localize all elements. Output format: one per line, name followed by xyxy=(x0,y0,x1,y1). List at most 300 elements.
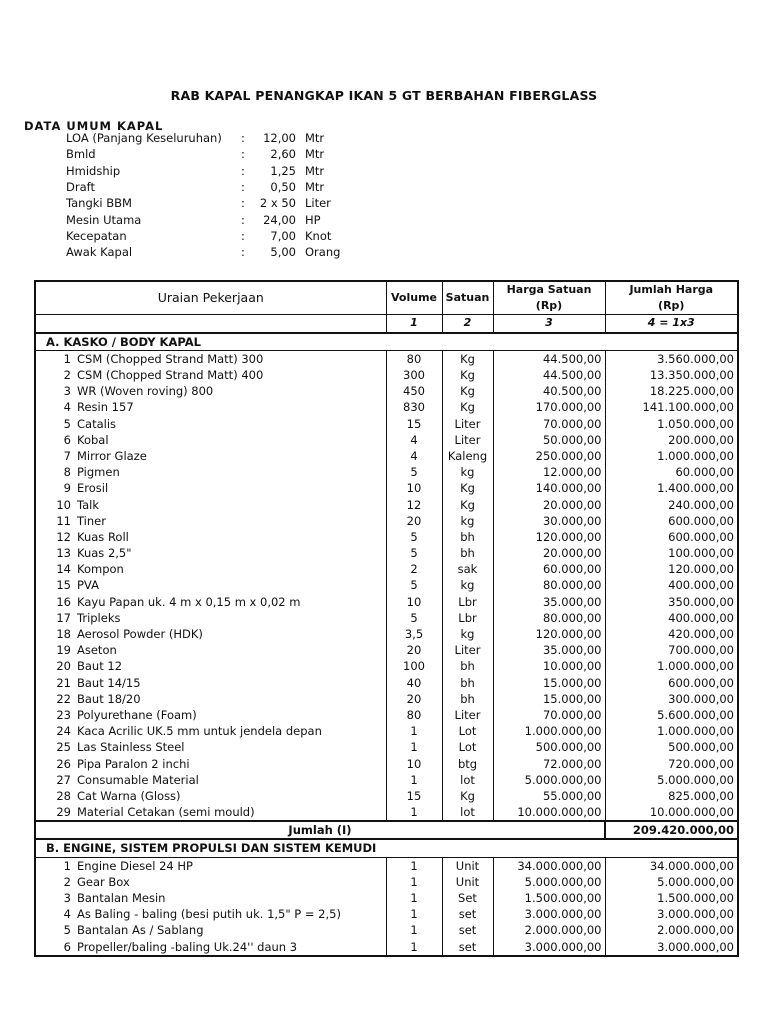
item-jumlah-harga: 5.000.000,00 xyxy=(605,874,738,890)
item-harga-satuan: 140.000,00 xyxy=(493,480,605,496)
item-uraian xyxy=(35,874,386,890)
data-umum-heading: DATA UMUM KAPAL xyxy=(24,119,164,133)
item-volume: 5 xyxy=(386,610,442,626)
item-jumlah-harga: 1.000.000,00 xyxy=(605,723,738,739)
table-row xyxy=(35,890,738,906)
item-jumlah-harga: 500.000,00 xyxy=(605,739,738,755)
item-number: 5 xyxy=(63,416,71,431)
table-row xyxy=(35,383,738,399)
item-jumlah-harga: 1.400.000,00 xyxy=(605,480,738,496)
item-harga-satuan: 50.000,00 xyxy=(493,432,605,448)
item-uraian xyxy=(35,857,386,874)
item-number: 19 xyxy=(56,643,71,658)
data-umum-unit: Mtr xyxy=(305,131,325,145)
table-row xyxy=(35,939,738,956)
item-satuan: Lot xyxy=(442,723,493,739)
item-satuan: Unit xyxy=(442,857,493,874)
item-jumlah-harga: 700.000,00 xyxy=(605,642,738,658)
item-name: Aseton xyxy=(77,643,117,658)
item-number: 24 xyxy=(56,724,71,739)
item-jumlah-harga: 120.000,00 xyxy=(605,561,738,577)
item-uraian xyxy=(35,529,386,545)
item-name: Pipa Paralon 2 inchi xyxy=(77,756,190,771)
item-jumlah-harga: 13.350.000,00 xyxy=(605,367,738,383)
table-row xyxy=(35,545,738,561)
item-number: 10 xyxy=(56,497,71,512)
item-name: Las Stainless Steel xyxy=(77,740,185,755)
item-jumlah-harga: 1.500.000,00 xyxy=(605,890,738,906)
item-jumlah-harga: 1.000.000,00 xyxy=(605,448,738,464)
item-harga-satuan: 1.000.000,00 xyxy=(493,723,605,739)
rab-table xyxy=(34,280,739,957)
item-number: 1 xyxy=(63,858,71,873)
header-satuan: Satuan xyxy=(442,281,493,315)
data-umum-sep: : xyxy=(241,147,245,162)
item-harga-satuan: 15.000,00 xyxy=(493,675,605,691)
section-a-title: A. KASKO / BODY KAPAL xyxy=(35,333,386,351)
item-name: Aerosol Powder (HDK) xyxy=(77,627,203,642)
item-jumlah-harga: 1.050.000,00 xyxy=(605,416,738,432)
item-number: 6 xyxy=(63,939,71,954)
item-uraian xyxy=(35,707,386,723)
table-row xyxy=(35,350,738,367)
section-b-title: B. ENGINE, SISTEM PROPULSI DAN SISTEM KEMUDI xyxy=(35,839,386,857)
item-number: 23 xyxy=(56,707,71,722)
section-a-blank xyxy=(386,333,738,351)
item-satuan: Kaleng xyxy=(442,448,493,464)
data-umum-sep: : xyxy=(241,196,245,211)
item-jumlah-harga: 5.000.000,00 xyxy=(605,772,738,788)
col-number: 4 = 1x3 xyxy=(605,315,738,333)
section-b-blank xyxy=(386,839,738,857)
item-number: 3 xyxy=(63,891,71,906)
data-umum-label: Bmld xyxy=(66,147,96,162)
item-volume: 4 xyxy=(386,432,442,448)
item-harga-satuan: 120.000,00 xyxy=(493,529,605,545)
data-umum-unit: Mtr xyxy=(305,163,325,178)
item-satuan: Liter xyxy=(442,707,493,723)
item-name: Mirror Glaze xyxy=(77,448,147,463)
item-harga-satuan: 170.000,00 xyxy=(493,399,605,415)
item-uraian xyxy=(35,626,386,642)
table-row xyxy=(35,804,738,821)
item-harga-satuan: 35.000,00 xyxy=(493,594,605,610)
item-harga-satuan: 120.000,00 xyxy=(493,626,605,642)
item-name: Material Cetakan (semi mould) xyxy=(77,805,255,820)
item-number: 15 xyxy=(56,578,71,593)
item-jumlah-harga: 300.000,00 xyxy=(605,691,738,707)
data-umum-label: Mesin Utama xyxy=(66,212,142,227)
item-volume: 20 xyxy=(386,691,442,707)
item-harga-satuan: 40.500,00 xyxy=(493,383,605,399)
data-umum-sep: : xyxy=(241,245,245,260)
item-uraian xyxy=(35,545,386,561)
item-uraian xyxy=(35,594,386,610)
item-uraian xyxy=(35,922,386,938)
col-number: 2 xyxy=(442,315,493,333)
item-uraian xyxy=(35,642,386,658)
data-umum-value: 2 x 50 xyxy=(259,196,296,211)
table-row xyxy=(35,496,738,512)
item-satuan: Kg xyxy=(442,480,493,496)
item-jumlah-harga: 3.000.000,00 xyxy=(605,939,738,956)
item-uraian xyxy=(35,658,386,674)
item-name: Kayu Papan uk. 4 m x 0,15 m x 0,02 m xyxy=(77,594,301,609)
table-row xyxy=(35,857,738,874)
item-uraian xyxy=(35,577,386,593)
item-name: Bantalan Mesin xyxy=(77,891,166,906)
item-name: Tiner xyxy=(77,513,106,528)
item-harga-satuan: 30.000,00 xyxy=(493,513,605,529)
item-jumlah-harga: 400.000,00 xyxy=(605,610,738,626)
item-name: WR (Woven roving) 800 xyxy=(77,384,214,399)
item-satuan: sak xyxy=(442,561,493,577)
data-umum-sep: : xyxy=(241,131,245,145)
table-row xyxy=(35,772,738,788)
item-harga-satuan: 250.000,00 xyxy=(493,448,605,464)
item-number: 27 xyxy=(56,772,71,787)
item-harga-satuan: 3.000.000,00 xyxy=(493,906,605,922)
item-satuan: set xyxy=(442,939,493,956)
item-jumlah-harga: 10.000.000,00 xyxy=(605,804,738,821)
item-number: 18 xyxy=(56,627,71,642)
item-number: 2 xyxy=(63,874,71,889)
table-row xyxy=(35,399,738,415)
data-umum-value: 2,60 xyxy=(270,147,296,162)
item-volume: 2 xyxy=(386,561,442,577)
item-uraian xyxy=(35,383,386,399)
item-volume: 1 xyxy=(386,922,442,938)
item-number: 20 xyxy=(56,659,71,674)
item-name: Kobal xyxy=(77,432,109,447)
item-satuan: Kg xyxy=(442,399,493,415)
table-row xyxy=(35,610,738,626)
item-satuan: kg xyxy=(442,626,493,642)
item-satuan: bh xyxy=(442,691,493,707)
item-satuan: bh xyxy=(442,658,493,674)
item-number: 16 xyxy=(56,594,71,609)
item-jumlah-harga: 34.000.000,00 xyxy=(605,857,738,874)
item-harga-satuan: 44.500,00 xyxy=(493,367,605,383)
col-number-blank xyxy=(35,315,386,333)
item-jumlah-harga: 5.600.000,00 xyxy=(605,707,738,723)
item-uraian xyxy=(35,723,386,739)
item-volume: 1 xyxy=(386,874,442,890)
item-name: Resin 157 xyxy=(77,400,134,415)
item-satuan: Kg xyxy=(442,383,493,399)
item-name: Cat Warna (Gloss) xyxy=(77,788,181,803)
item-satuan: btg xyxy=(442,755,493,771)
item-name: Gear Box xyxy=(77,874,130,889)
item-jumlah-harga: 60.000,00 xyxy=(605,464,738,480)
item-volume: 1 xyxy=(386,804,442,821)
item-volume: 5 xyxy=(386,577,442,593)
item-volume: 40 xyxy=(386,675,442,691)
data-umum-label: Tangki BBM xyxy=(66,196,132,211)
item-satuan: set xyxy=(442,906,493,922)
item-harga-satuan: 15.000,00 xyxy=(493,691,605,707)
header-jumlah-unit: (Rp) xyxy=(605,298,738,315)
item-uraian xyxy=(35,480,386,496)
data-umum-unit: Orang xyxy=(305,245,341,260)
item-satuan: Kg xyxy=(442,788,493,804)
item-name: Engine Diesel 24 HP xyxy=(77,858,193,873)
table-row xyxy=(35,906,738,922)
item-volume: 1 xyxy=(386,739,442,755)
item-jumlah-harga: 2.000.000,00 xyxy=(605,922,738,938)
table-row xyxy=(35,691,738,707)
item-jumlah-harga: 200.000,00 xyxy=(605,432,738,448)
item-number: 4 xyxy=(63,400,71,415)
item-uraian xyxy=(35,939,386,956)
item-jumlah-harga: 1.000.000,00 xyxy=(605,658,738,674)
item-satuan: bh xyxy=(442,529,493,545)
item-satuan: Lot xyxy=(442,739,493,755)
item-satuan: Liter xyxy=(442,432,493,448)
item-uraian xyxy=(35,464,386,480)
table-row xyxy=(35,642,738,658)
item-uraian xyxy=(35,772,386,788)
item-number: 3 xyxy=(63,384,71,399)
item-volume: 450 xyxy=(386,383,442,399)
item-uraian xyxy=(35,367,386,383)
item-number: 22 xyxy=(56,691,71,706)
table-row xyxy=(35,432,738,448)
item-uraian xyxy=(35,416,386,432)
item-number: 7 xyxy=(63,448,71,463)
table-row xyxy=(35,626,738,642)
item-jumlah-harga: 240.000,00 xyxy=(605,496,738,512)
item-name: Pigmen xyxy=(77,465,120,480)
item-volume: 5 xyxy=(386,529,442,545)
item-satuan: Unit xyxy=(442,874,493,890)
item-satuan: kg xyxy=(442,577,493,593)
table-row xyxy=(35,675,738,691)
item-uraian xyxy=(35,890,386,906)
item-number: 17 xyxy=(56,610,71,625)
data-umum-sep: : xyxy=(241,212,245,227)
item-number: 25 xyxy=(56,740,71,755)
item-harga-satuan: 70.000,00 xyxy=(493,416,605,432)
item-volume: 1 xyxy=(386,939,442,956)
item-volume: 10 xyxy=(386,594,442,610)
col-number: 3 xyxy=(493,315,605,333)
item-volume: 10 xyxy=(386,755,442,771)
table-row xyxy=(35,529,738,545)
item-volume: 3,5 xyxy=(386,626,442,642)
item-number: 11 xyxy=(56,513,71,528)
table-row xyxy=(35,367,738,383)
item-jumlah-harga: 400.000,00 xyxy=(605,577,738,593)
item-uraian xyxy=(35,610,386,626)
item-satuan: Kg xyxy=(442,350,493,367)
item-harga-satuan: 35.000,00 xyxy=(493,642,605,658)
document-title: RAB KAPAL PENANGKAP IKAN 5 GT BERBAHAN FIBERGLASS xyxy=(170,88,598,103)
item-name: Consumable Material xyxy=(77,772,199,787)
item-jumlah-harga: 720.000,00 xyxy=(605,755,738,771)
item-jumlah-harga: 600.000,00 xyxy=(605,529,738,545)
item-jumlah-harga: 18.225.000,00 xyxy=(605,383,738,399)
item-volume: 15 xyxy=(386,416,442,432)
item-number: 12 xyxy=(56,529,71,544)
item-number: 9 xyxy=(63,481,71,496)
item-satuan: Kg xyxy=(442,367,493,383)
item-jumlah-harga: 600.000,00 xyxy=(605,513,738,529)
header-uraian: Uraian Pekerjaan xyxy=(35,281,386,315)
table-row xyxy=(35,658,738,674)
item-jumlah-harga: 3.560.000,00 xyxy=(605,350,738,367)
item-volume: 1 xyxy=(386,906,442,922)
item-volume: 20 xyxy=(386,513,442,529)
data-umum-unit: Knot xyxy=(305,228,332,243)
item-number: 26 xyxy=(56,756,71,771)
item-harga-satuan: 1.500.000,00 xyxy=(493,890,605,906)
table-row xyxy=(35,448,738,464)
header-jumlah-harga: Jumlah Harga xyxy=(605,281,738,298)
item-name: Kaca Acrilic UK.5 mm untuk jendela depan xyxy=(77,724,322,739)
item-volume: 4 xyxy=(386,448,442,464)
item-satuan: lot xyxy=(442,804,493,821)
item-uraian xyxy=(35,561,386,577)
table-row xyxy=(35,561,738,577)
item-number: 29 xyxy=(56,805,71,820)
item-number: 2 xyxy=(63,368,71,383)
item-jumlah-harga: 420.000,00 xyxy=(605,626,738,642)
item-number: 14 xyxy=(56,562,71,577)
header-harga-satuan: Harga Satuan xyxy=(493,281,605,298)
table-row xyxy=(35,922,738,938)
item-name: Erosil xyxy=(77,481,109,496)
header-volume: Volume xyxy=(386,281,442,315)
table-row xyxy=(35,788,738,804)
data-umum-unit: HP xyxy=(305,212,321,227)
table-row xyxy=(35,755,738,771)
item-satuan: lot xyxy=(442,772,493,788)
item-volume: 80 xyxy=(386,350,442,367)
item-uraian xyxy=(35,788,386,804)
table-row xyxy=(35,480,738,496)
item-harga-satuan: 10.000.000,00 xyxy=(493,804,605,821)
item-name: Talk xyxy=(77,497,100,512)
item-volume: 300 xyxy=(386,367,442,383)
item-name: Baut 12 xyxy=(77,659,123,674)
item-harga-satuan: 12.000,00 xyxy=(493,464,605,480)
item-name: Tripleks xyxy=(77,610,121,625)
item-number: 8 xyxy=(63,465,71,480)
table-row xyxy=(35,739,738,755)
item-volume: 80 xyxy=(386,707,442,723)
item-harga-satuan: 5.000.000,00 xyxy=(493,772,605,788)
item-volume: 12 xyxy=(386,496,442,512)
item-harga-satuan: 44.500,00 xyxy=(493,350,605,367)
item-jumlah-harga: 350.000,00 xyxy=(605,594,738,610)
data-umum-label: LOA (Panjang Keseluruhan) xyxy=(66,131,222,145)
data-umum-unit: Mtr xyxy=(305,147,325,162)
table-row xyxy=(35,464,738,480)
data-umum-label: Kecepatan xyxy=(66,228,127,243)
table-row xyxy=(35,416,738,432)
item-name: Propeller/baling -baling Uk.24'' daun 3 xyxy=(77,939,298,954)
data-umum-label: Hmidship xyxy=(66,163,121,178)
item-satuan: Lbr xyxy=(442,594,493,610)
item-volume: 15 xyxy=(386,788,442,804)
data-umum-value: 5,00 xyxy=(270,245,296,260)
data-umum-value: 7,00 xyxy=(270,228,296,243)
item-number: 1 xyxy=(63,351,71,366)
item-volume: 10 xyxy=(386,480,442,496)
item-satuan: Liter xyxy=(442,416,493,432)
item-uraian xyxy=(35,513,386,529)
item-harga-satuan: 72.000,00 xyxy=(493,755,605,771)
item-name: Catalis xyxy=(77,416,117,431)
data-umum-sep: : xyxy=(241,228,245,243)
item-harga-satuan: 10.000,00 xyxy=(493,658,605,674)
total-value: 209.420.000,00 xyxy=(605,821,738,839)
item-name: Baut 18/20 xyxy=(77,691,141,706)
item-harga-satuan: 5.000.000,00 xyxy=(493,874,605,890)
item-name: Bantalan As / Sablang xyxy=(77,923,204,938)
data-umum-value: 12,00 xyxy=(263,131,296,145)
item-harga-satuan: 80.000,00 xyxy=(493,610,605,626)
total-row xyxy=(35,821,738,839)
table-row xyxy=(35,513,738,529)
item-uraian xyxy=(35,906,386,922)
data-umum-label: Awak Kapal xyxy=(66,245,133,260)
item-satuan: set xyxy=(442,922,493,938)
item-jumlah-harga: 3.000.000,00 xyxy=(605,906,738,922)
data-umum-value: 1,25 xyxy=(270,163,296,178)
item-uraian xyxy=(35,448,386,464)
item-satuan: Liter xyxy=(442,642,493,658)
table-row xyxy=(35,874,738,890)
data-umum-label: Draft xyxy=(66,179,95,194)
table-row xyxy=(35,577,738,593)
item-number: 28 xyxy=(56,788,71,803)
item-uraian xyxy=(35,350,386,367)
item-number: 6 xyxy=(63,432,71,447)
item-satuan: Kg xyxy=(442,496,493,512)
item-name: As Baling - baling (besi putih uk. 1,5" P = 2,5) xyxy=(77,907,341,922)
data-umum-sep: : xyxy=(241,163,245,178)
table-row xyxy=(35,594,738,610)
table-row xyxy=(35,707,738,723)
item-volume: 20 xyxy=(386,642,442,658)
item-uraian xyxy=(35,755,386,771)
item-jumlah-harga: 825.000,00 xyxy=(605,788,738,804)
item-jumlah-harga: 600.000,00 xyxy=(605,675,738,691)
item-name: Polyurethane (Foam) xyxy=(77,707,197,722)
header-harga-unit: (Rp) xyxy=(493,298,605,315)
item-uraian xyxy=(35,496,386,512)
item-uraian xyxy=(35,675,386,691)
data-umum-unit: Mtr xyxy=(305,179,325,194)
item-name: Kuas 2,5" xyxy=(77,546,132,561)
item-uraian xyxy=(35,399,386,415)
item-name: Kuas Roll xyxy=(77,529,129,544)
item-satuan: kg xyxy=(442,464,493,480)
item-volume: 5 xyxy=(386,464,442,480)
item-satuan: bh xyxy=(442,675,493,691)
item-satuan: Set xyxy=(442,890,493,906)
item-volume: 1 xyxy=(386,890,442,906)
item-harga-satuan: 34.000.000,00 xyxy=(493,857,605,874)
data-umum-sep: : xyxy=(241,179,245,194)
item-volume: 1 xyxy=(386,772,442,788)
item-jumlah-harga: 100.000,00 xyxy=(605,545,738,561)
item-name: Baut 14/15 xyxy=(77,675,141,690)
data-umum-value: 0,50 xyxy=(270,179,296,194)
item-number: 4 xyxy=(63,907,71,922)
